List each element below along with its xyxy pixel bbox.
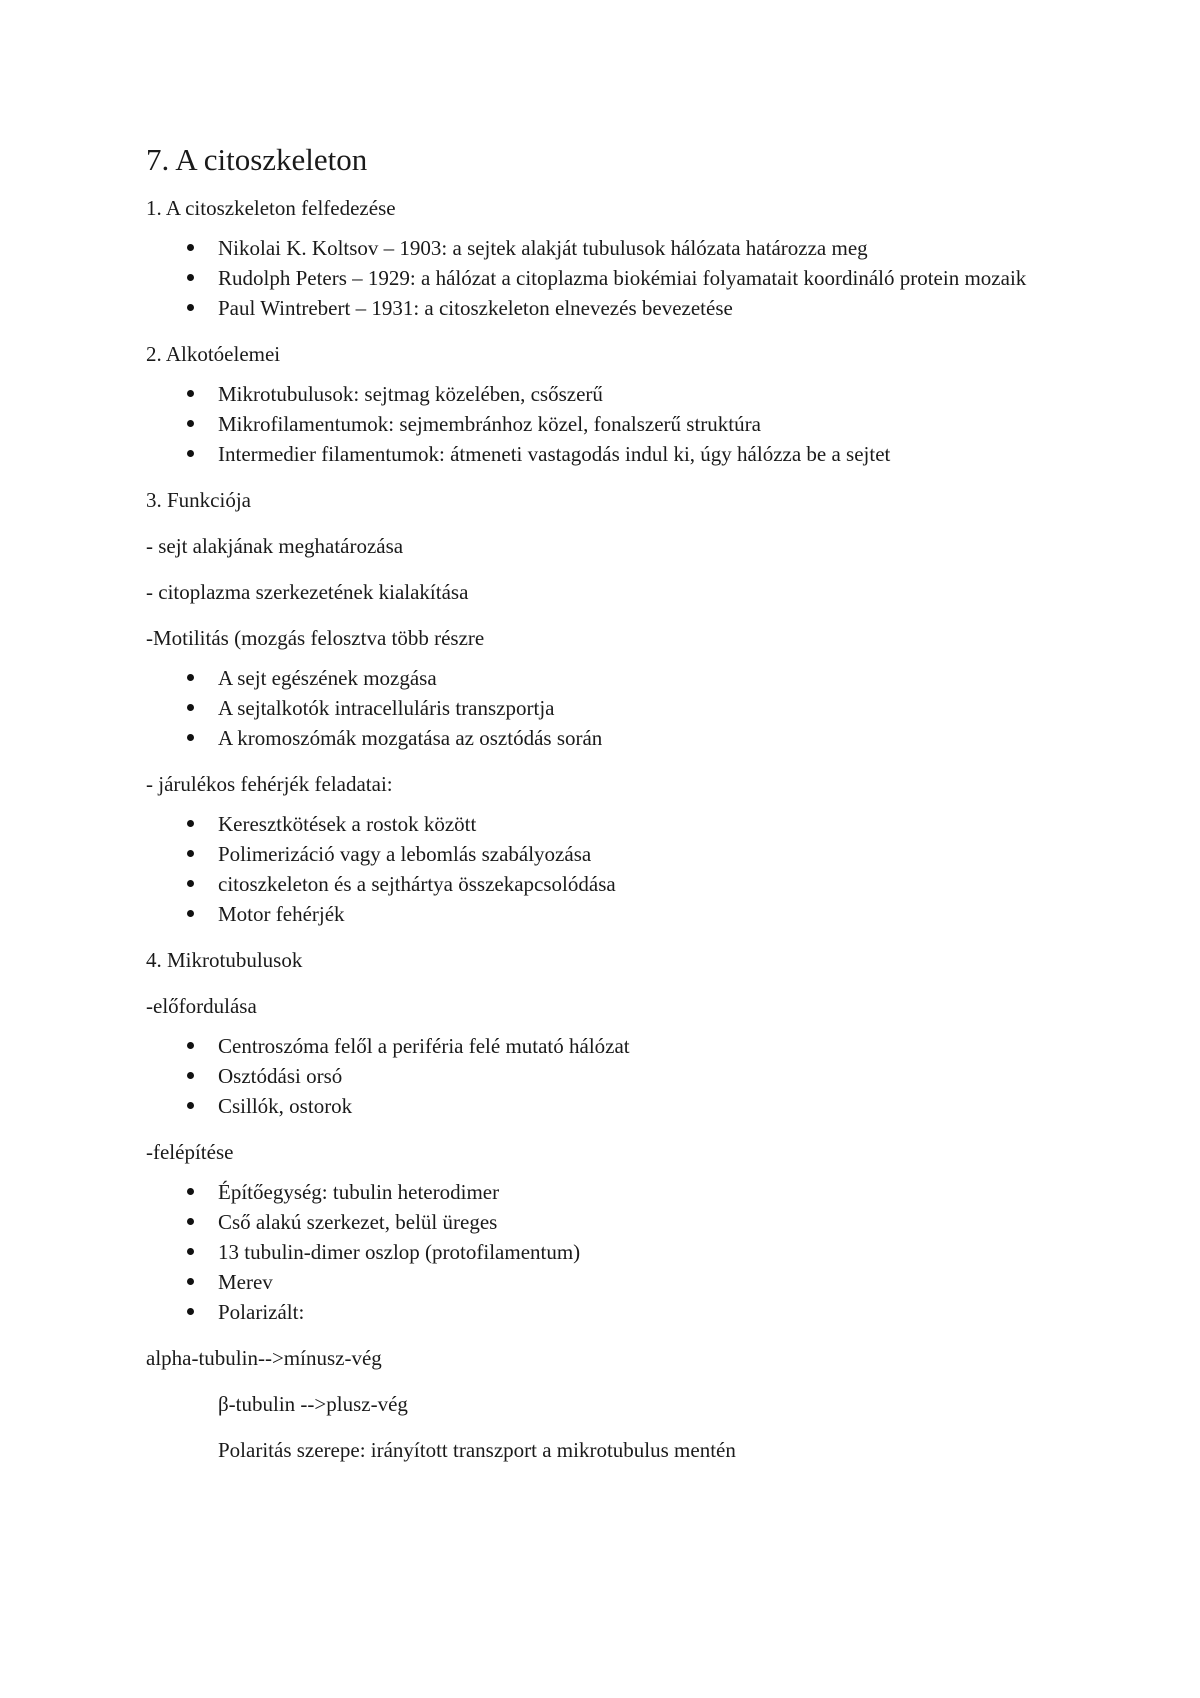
- list-item: Motor fehérjék: [146, 899, 1046, 929]
- accessory-list: [146, 809, 1046, 929]
- function-line: - sejt alakjának meghatározása: [146, 534, 404, 558]
- motility-label: -Motilitás (mozgás felosztva több részre: [146, 626, 485, 650]
- page-title: 7. A citoszkeleton: [146, 142, 368, 177]
- occurrence-label: -előfordulása: [146, 994, 257, 1018]
- list-item: A sejtalkotók intracelluláris transzportja: [146, 693, 1046, 723]
- list-item: Csillók, ostorok: [146, 1091, 1046, 1121]
- alpha-tubulin-line: alpha-tubulin-->mínusz-vég: [146, 1346, 382, 1370]
- list-item: A sejt egészének mozgása: [146, 663, 1046, 693]
- function-line: - citoplazma szerkezetének kialakítása: [146, 580, 469, 604]
- list-item: Mikrofilamentumok: sejmembránhoz közel, fonalszerű struktúra: [146, 409, 1046, 439]
- motility-list: [146, 663, 1046, 753]
- list-item: 13 tubulin-dimer oszlop (protofilamentum): [146, 1237, 1046, 1267]
- list-item: Osztódási orsó: [146, 1061, 1046, 1091]
- list-item: Keresztkötések a rostok között: [146, 809, 1046, 839]
- section-heading-components: 2. Alkotóelemei: [146, 342, 281, 366]
- list-item: Építőegység: tubulin heterodimer: [146, 1177, 1046, 1207]
- list-item: Intermedier filamentumok: átmeneti vastagodás indul ki, úgy hálózza be a sejtet: [146, 439, 1046, 469]
- list-item: Polarizált:: [146, 1297, 1046, 1327]
- document-page: [146, 140, 1046, 1481]
- list-item: Polimerizáció vagy a lebomlás szabályozása: [146, 839, 1046, 869]
- occurrence-list: [146, 1031, 1046, 1121]
- structure-label: -felépítése: [146, 1140, 234, 1164]
- accessory-label: - járulékos fehérjék feladatai:: [146, 772, 393, 796]
- list-item: Paul Wintrebert – 1931: a citoszkeleton elnevezés bevezetése: [146, 293, 1046, 323]
- section-heading-function: 3. Funkciója: [146, 488, 251, 512]
- list-item: A kromoszómák mozgatása az osztódás során: [146, 723, 1046, 753]
- beta-tubulin-line: β-tubulin -->plusz-vég: [218, 1392, 408, 1416]
- list-item: Mikrotubulusok: sejtmag közelében, csőszerű: [146, 379, 1046, 409]
- section-heading-microtubules: 4. Mikrotubulusok: [146, 948, 303, 972]
- list-item: Centroszóma felől a periféria felé mutató hálózat: [146, 1031, 1046, 1061]
- list-item: Cső alakú szerkezet, belül üreges: [146, 1207, 1046, 1237]
- components-list: [146, 379, 1046, 469]
- list-item: citoszkeleton és a sejthártya összekapcsolódása: [146, 869, 1046, 899]
- list-item: Merev: [146, 1267, 1046, 1297]
- list-item: Nikolai K. Koltsov – 1903: a sejtek alakját tubulusok hálózata határozza meg: [146, 233, 1046, 263]
- structure-list: [146, 1177, 1046, 1327]
- section-heading-discovery: 1. A citoszkeleton felfedezése: [146, 196, 396, 220]
- discovery-list: [146, 233, 1046, 323]
- polarity-line: Polaritás szerepe: irányított transzport a mikrotubulus mentén: [218, 1438, 736, 1462]
- list-item: Rudolph Peters – 1929: a hálózat a citoplazma biokémiai folyamatait koordináló protein mozaik: [146, 263, 1046, 293]
